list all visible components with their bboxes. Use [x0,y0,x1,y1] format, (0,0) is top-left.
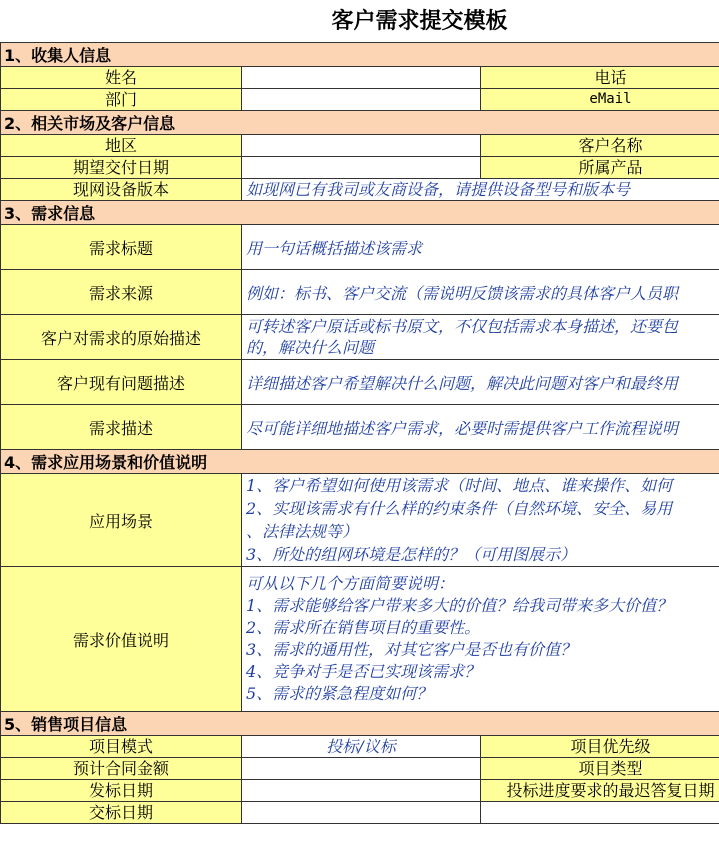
scene-field[interactable] [242,474,719,567]
contract-amount-label: 预计合同金额 [1,758,242,780]
problem-label: 客户现有问题描述 [1,360,242,405]
section-header-sales [1,712,719,736]
region-field[interactable] [242,135,481,157]
customer-name-label: 客户名称 [481,135,719,157]
empty-cell[interactable] [481,802,719,824]
dept-field[interactable] [242,89,481,111]
device-version-field[interactable]: 如现网已有我司或友商设备，请提供设备型号和版本号 [242,179,719,201]
scene-line: 2、实现该需求有什么样的约束条件（自然环境、安全、易用 [246,499,673,518]
scene-line: 1、客户希望如何使用该需求（时间、地点、谁来操作、如何 [246,476,673,495]
page-title: 客户需求提交模板 [331,9,508,34]
orig-desc-line: 的，解决什么问题 [246,338,375,357]
value-line: 4、竞争对手是否已实现该需求？ [246,662,481,681]
section-title: 1、收集人信息 [1,43,719,67]
project-mode-label: 项目模式 [1,736,242,758]
value-label: 需求价值说明 [1,567,242,712]
table-row [1,567,719,712]
section-header-collector [1,43,719,67]
table-row [1,736,719,758]
name-label: 姓名 [1,67,242,89]
issue-date-label: 发标日期 [1,780,242,802]
project-priority-label: 项目优先级 [481,736,719,758]
section-title: 2、相关市场及客户信息 [1,111,719,135]
scene-line: 、法律法规等） [246,522,359,541]
table-row [1,780,719,802]
table-row [1,135,719,157]
orig-desc-label: 客户对需求的原始描述 [1,315,242,360]
contract-amount-field[interactable] [242,758,481,780]
table-row [1,474,719,567]
table-row [1,802,719,824]
region-label: 地区 [1,135,242,157]
scene-label: 应用场景 [1,474,242,567]
issue-date-field[interactable] [242,780,481,802]
req-desc-field[interactable]: 尽可能详细地描述客户需求，必要时需提供客户工作流程说明 [242,405,719,450]
table-row [1,179,719,201]
project-mode-field[interactable]: 投标/议标 [242,736,481,758]
dept-label: 部门 [1,89,242,111]
problem-field[interactable]: 详细描述客户希望解决什么问题，解决此问题对客户和最终用 [242,360,719,405]
table-row [1,225,719,270]
orig-desc-line: 可转述客户原话或标书原文，不仅包括需求本身描述，还要包 [246,317,679,336]
req-source-label: 需求来源 [1,270,242,315]
value-line: 2、需求所在销售项目的重要性。 [246,618,481,637]
phone-label: 电话 [481,67,719,89]
delivery-date-label: 期望交付日期 [1,157,242,179]
scene-line: 3、所处的组网环境是怎样的？（可用图展示） [246,545,577,564]
project-type-label: 项目类型 [481,758,719,780]
reply-date-label: 投标进度要求的最迟答复日期 [481,780,719,802]
section-title: 5、销售项目信息 [1,712,719,736]
section-title: 3、需求信息 [1,201,719,225]
product-label: 所属产品 [481,157,719,179]
submit-date-field[interactable] [242,802,481,824]
delivery-date-field[interactable] [242,157,481,179]
device-version-label: 现网设备版本 [1,179,242,201]
email-label: eMail [481,89,719,111]
requirement-form-table [0,42,719,824]
table-row [1,758,719,780]
section-header-scenario [1,450,719,474]
name-field[interactable] [242,67,481,89]
orig-desc-field[interactable] [242,315,719,360]
value-line: 1、需求能够给客户带来多大的价值？给我司带来多大价值？ [246,596,673,615]
section-header-requirement [1,201,719,225]
table-row [1,270,719,315]
table-row [1,315,719,360]
table-row [1,360,719,405]
section-title: 4、需求应用场景和价值说明 [1,450,719,474]
value-line: 3、需求的通用性，对其它客户是否也有价值？ [246,640,577,659]
value-line: 5、需求的紧急程度如何？ [246,684,433,703]
req-title-field[interactable]: 用一句话概括描述该需求 [242,225,719,270]
req-source-field[interactable]: 例如：标书、客户交流（需说明反馈该需求的具体客户人员职 [242,270,719,315]
table-row [1,157,719,179]
req-desc-label: 需求描述 [1,405,242,450]
section-header-market [1,111,719,135]
submit-date-label: 交标日期 [1,802,242,824]
table-row [1,89,719,111]
value-field[interactable] [242,567,719,712]
value-line: 可从以下几个方面简要说明： [246,574,455,593]
table-row [1,405,719,450]
req-title-label: 需求标题 [1,225,242,270]
table-row [1,67,719,89]
